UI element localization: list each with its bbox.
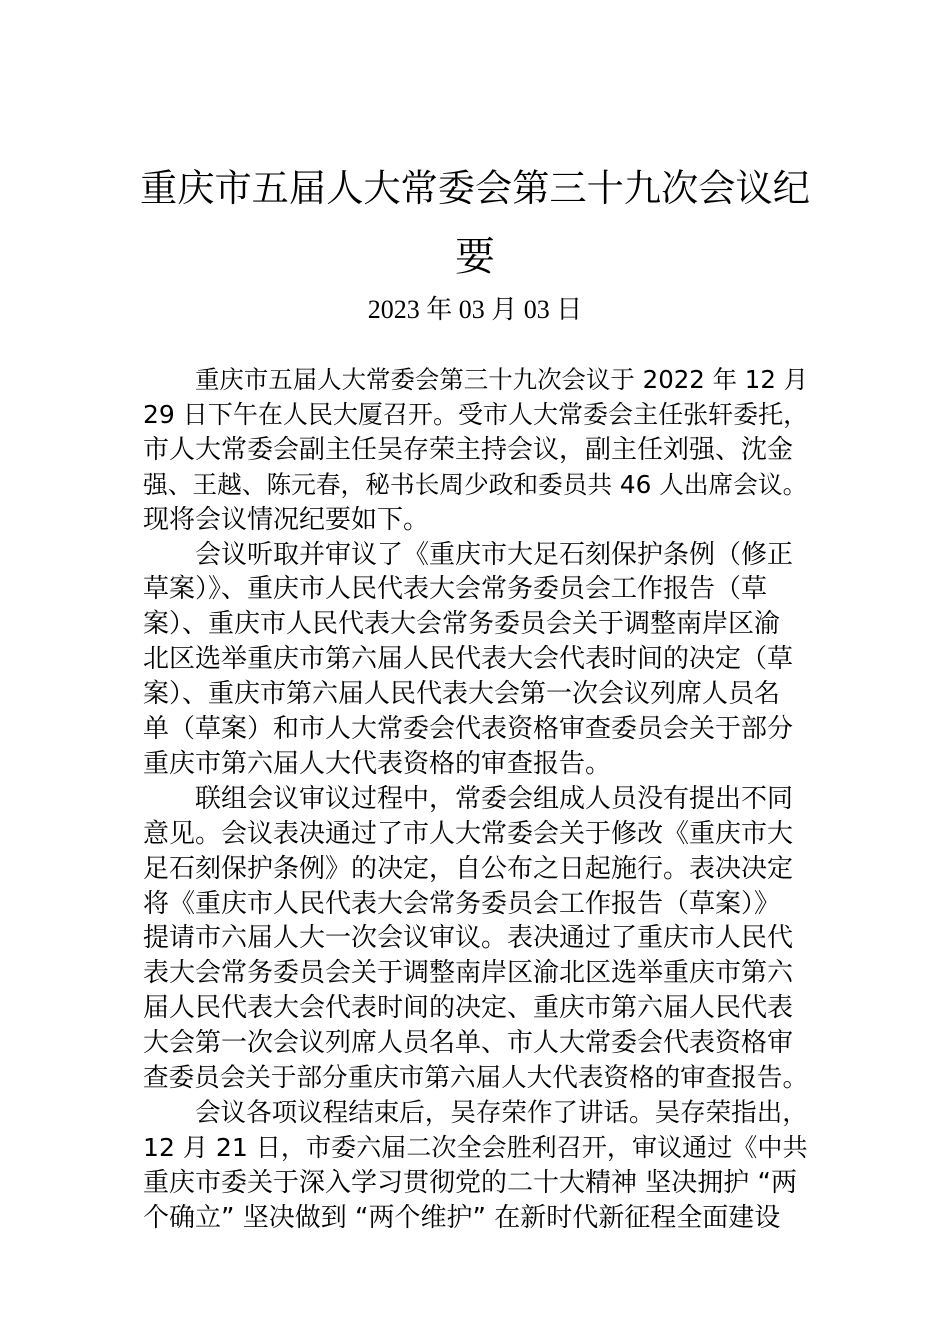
body-line: 12 月 21 日，市委六届二次全会胜利召开，审议通过《中共 <box>143 1132 808 1162</box>
body-line: 会议各项议程结束后，吴存荣作了讲话。吴存荣指出， <box>195 1097 808 1128</box>
body-line: 单（草案）和市人大常委会代表资格审查委员会关于部分 <box>143 714 794 744</box>
body-line: 联组会议审议过程中，常委会组成人员没有提出不同 <box>195 783 794 814</box>
body-line: 提请市六届人大一次会议审议。表决通过了重庆市人民代 <box>143 923 794 954</box>
body-line: 足石刻保护条例》的决定，自公布之日起施行。表决决定 <box>143 853 794 884</box>
body-line: 29 日下午在人民大厦召开。受市人大常委会主任张轩委托， <box>143 399 809 429</box>
body-line: 草案）》、重庆市人民代表大会常务委员会工作报告（草 <box>143 574 768 605</box>
document-date: 2023 年 03 月 03 日 <box>367 295 583 324</box>
body-line: 意见。会议表决通过了市人大常委会关于修改《重庆市大 <box>143 818 794 849</box>
body-line: 强、王越、陈元春，秘书长周少政和委员共 46 人出席会议。 <box>143 469 808 499</box>
document-title-line-2: 要 <box>455 234 495 280</box>
body-line: 重庆市五届人大常委会第三十九次会议于 2022 年 12 月 <box>195 365 809 394</box>
body-line: 市人大常委会副主任吴存荣主持会议，副主任刘强、沈金 <box>143 434 794 465</box>
body-line: 表大会常务委员会关于调整南岸区渝北区选举重庆市第六 <box>143 958 794 989</box>
body-line: 查委员会关于部分重庆市第六届人大代表资格的审查报告。 <box>143 1063 809 1093</box>
body-line: 届人民代表大会代表时间的决定、重庆市第六届人民代表 <box>143 993 794 1024</box>
body-line: 北区选举重庆市第六届人民代表大会代表时间的决定（草 <box>143 644 794 675</box>
body-line: 个确立” 坚决做到 “两个维护” 在新时代新征程全面建设 <box>143 1202 781 1233</box>
body-line: 案）、重庆市人民代表大会常务委员会关于调整南岸区渝 <box>143 609 781 640</box>
body-line: 将《重庆市人民代表大会常务委员会工作报告（草案）》 <box>143 888 781 919</box>
body-line: 重庆市第六届人大代表资格的审查报告。 <box>143 748 612 779</box>
body-line: 会议听取并审议了《重庆市大足石刻保护条例（修正 <box>195 539 794 570</box>
body-line: 案）、重庆市第六届人民代表大会第一次会议列席人员名 <box>143 679 781 710</box>
body-line: 大会第一次会议列席人员名单、市人大常委会代表资格审 <box>143 1028 794 1059</box>
document-title-line-1: 重庆市五届人大常委会第三十九次会议纪 <box>140 166 810 210</box>
body-line: 重庆市委关于深入学习贯彻党的二十大精神 坚决拥护 “两 <box>143 1167 797 1198</box>
body-line: 现将会议情况纪要如下。 <box>143 504 430 535</box>
